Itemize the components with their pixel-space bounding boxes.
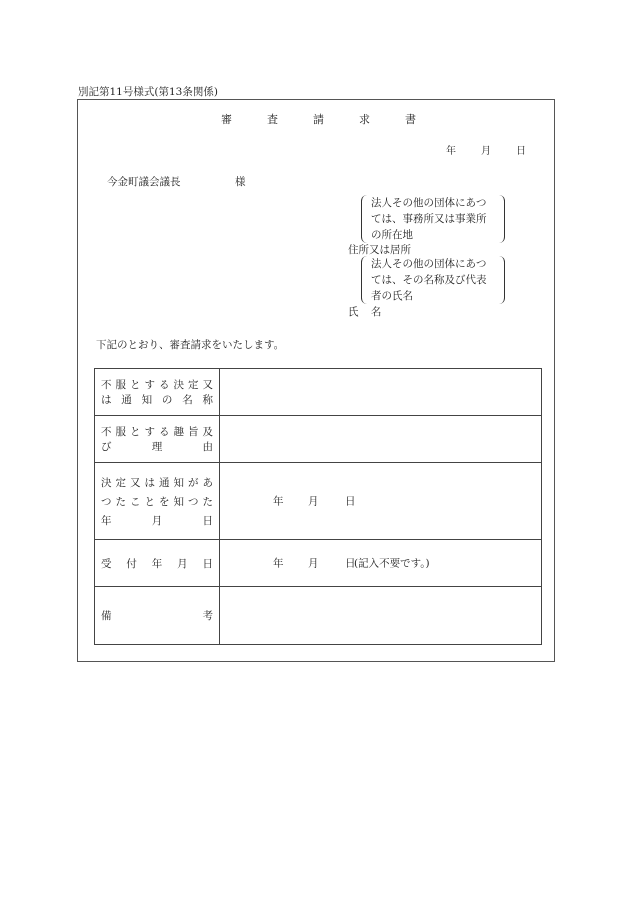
known-date-field[interactable] (220, 463, 542, 540)
row-label-char: を (159, 495, 170, 508)
row-label-char: 年 (151, 557, 163, 570)
address-note-line: ては、事務所又は事業所 (371, 213, 487, 225)
title-char: 請 (313, 113, 324, 126)
address-note-line: の所在地 (371, 229, 413, 241)
reception-note: (記入不要です。) (354, 557, 430, 570)
row-label-line (101, 392, 213, 407)
row-label (95, 416, 220, 463)
name-note (371, 256, 487, 304)
row-label (95, 540, 220, 587)
row-label-char: 通 (121, 394, 132, 406)
row-label-char: た (202, 495, 213, 508)
name-note-line: 者の氏名 (371, 290, 413, 302)
row-label-char: つ (188, 495, 199, 508)
row-label-char: 月 (151, 514, 163, 527)
row-label-char: こ (130, 495, 141, 508)
form-number: 別記第11号様式(第13条関係) (78, 86, 218, 98)
row-label-char: す (144, 426, 155, 438)
remarks-field[interactable] (220, 587, 542, 645)
honorific: 様 (235, 176, 246, 188)
reception-month-label: 月 (308, 557, 319, 570)
row-label-char: る (159, 426, 170, 438)
table-row (95, 587, 542, 645)
known-date-year-label: 年 (273, 495, 284, 508)
known-date-month-label: 月 (308, 495, 319, 508)
row-label-char: る (159, 379, 170, 391)
row-label-char: 決 (101, 476, 112, 489)
address-note (371, 195, 487, 243)
title-char: 書 (405, 113, 416, 126)
decision-name-field[interactable] (220, 369, 542, 416)
row-label-char: 受 (101, 557, 112, 570)
row-label-char: が (188, 476, 199, 489)
row-label-char: は (101, 394, 112, 406)
row-label-char: は (144, 476, 155, 489)
reception-date-field (220, 540, 542, 587)
row-label-line (101, 475, 213, 490)
row-label-line (101, 424, 213, 439)
name-label-char: 氏 (348, 306, 359, 318)
row-label-char: 称 (202, 394, 213, 406)
row-label-char: と (144, 495, 155, 508)
table-row (95, 416, 542, 463)
row-label-char: の (161, 394, 173, 406)
row-label-char: 旨 (188, 426, 199, 438)
row-label-char: 知 (141, 394, 153, 406)
row-label-char: 日 (202, 557, 213, 570)
date-day-label: 日 (516, 146, 526, 157)
row-label-char: あ (202, 476, 213, 489)
row-label-char: 又 (202, 379, 213, 391)
row-label-char: 日 (202, 514, 213, 527)
intro-text: 下記のとおり、審査請求をいたします。 (96, 339, 285, 351)
known-date-day-label: 日 (345, 495, 356, 508)
row-label-char: 知 (173, 495, 184, 508)
row-label-char: 通 (159, 476, 170, 489)
row-label-line (101, 494, 213, 509)
address-label: 住所又は居所 (348, 244, 411, 256)
name-label (348, 304, 381, 319)
row-label (95, 587, 220, 645)
row-label (95, 463, 220, 540)
row-label-char: 備 (101, 610, 112, 622)
row-label-char: 年 (101, 514, 112, 527)
table-row (95, 369, 542, 416)
row-label-char: び (101, 441, 112, 453)
title-char: 審 (221, 113, 232, 126)
row-label-line (101, 513, 213, 528)
row-label-char: 及 (202, 426, 213, 438)
row-label-char: 考 (202, 610, 213, 622)
row-label-char: と (130, 426, 141, 438)
date-year-label: 年 (446, 146, 456, 157)
row-label-char: 不 (101, 379, 112, 391)
row-label-char: た (115, 495, 126, 508)
name-label-char: 名 (370, 306, 382, 318)
reception-day-label: 日 (345, 557, 356, 570)
table-row (95, 540, 542, 587)
row-label-char: 又 (130, 476, 141, 489)
row-label-line (101, 608, 213, 623)
row-label-line (101, 439, 213, 454)
row-label-char: 不 (101, 426, 112, 438)
name-note-line: ては、その名称及び代表 (371, 274, 487, 286)
row-label-char: 趣 (173, 426, 184, 438)
row-label-char: つ (101, 495, 112, 508)
row-label-char: す (144, 379, 155, 391)
row-label-char: 定 (115, 476, 126, 489)
address-note-line: 法人その他の団体にあつ (371, 197, 487, 209)
row-label-char: 決 (173, 379, 184, 391)
row-label-line (101, 556, 213, 571)
table-row (95, 463, 542, 540)
row-label-char: 服 (115, 426, 126, 438)
row-label-char: と (130, 379, 141, 391)
row-label-char: 理 (151, 441, 163, 453)
grievance-reason-field[interactable] (220, 416, 542, 463)
row-label-char: 付 (126, 557, 137, 570)
title-char: 査 (267, 113, 278, 126)
row-label-char: 由 (202, 441, 213, 453)
row-label-char: 名 (182, 394, 193, 406)
title-char: 求 (359, 113, 370, 126)
row-label (95, 369, 220, 416)
row-label-char: 月 (177, 557, 188, 570)
date-month-label: 月 (481, 146, 491, 157)
request-details-table (94, 368, 542, 645)
addressee: 今金町議会議長 (107, 176, 181, 188)
reception-year-label: 年 (273, 557, 284, 570)
row-label-char: 知 (173, 476, 184, 489)
row-label-line (101, 377, 213, 392)
row-label-char: 服 (115, 379, 126, 391)
name-note-line: 法人その他の団体にあつ (371, 258, 487, 270)
row-label-char: 定 (188, 379, 199, 391)
